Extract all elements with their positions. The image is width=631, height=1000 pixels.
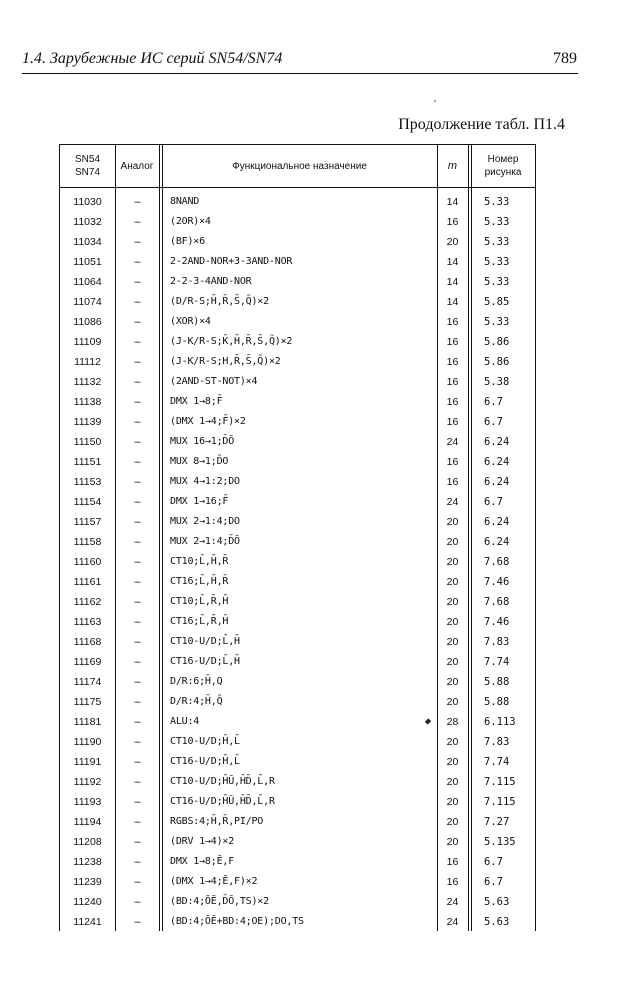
figure-cell: 7.46 [484,616,510,628]
series-code: 11158 [73,536,102,548]
series-code: 11064 [73,276,102,288]
function-cell: CT16-U/D;H̄Ū,H̄D̄,L̄,R [170,796,275,807]
analog-cell: – [134,656,141,668]
pins-cell: 16 [446,456,459,468]
function-cell: MUX 16→1;D̄Ō [170,436,235,447]
header-rule [22,73,578,74]
analog-cell: – [134,216,141,228]
header-function: Функциональное назначение [232,160,367,172]
series-code: 11194 [73,816,102,828]
analog-cell: – [134,576,141,588]
function-cell: (D/R-S;H̄,R̄,S̄,Q̃)×2 [170,296,269,307]
figure-cell: 5.33 [484,216,510,228]
function-cell: DMX 1→8;Ē,F [170,856,235,867]
table-caption: Продолжение табл. П1.4 [398,116,565,133]
pins-cell: 20 [446,776,459,788]
figure-cell: 5.135 [484,836,516,848]
header-pins: m [447,159,458,172]
series-code: 11086 [73,316,102,328]
function-cell: (2OR)×4 [170,216,211,227]
pins-cell: 20 [446,556,459,568]
function-cell: MUX 2→1:4;DO [170,516,240,527]
series-code: 11154 [73,496,102,508]
analog-cell: – [134,596,141,608]
analog-cell: – [134,916,141,928]
pins-cell: 20 [446,696,459,708]
table-row [60,732,535,752]
figure-cell: 7.27 [484,816,510,828]
figure-cell: 6.24 [484,516,510,528]
analog-cell: – [134,476,141,488]
table-row [60,352,535,372]
table-row [60,372,535,392]
figure-cell: 7.68 [484,596,510,608]
figure-cell: 5.86 [484,356,510,368]
pins-cell: 20 [446,596,459,608]
pins-cell: 16 [446,396,459,408]
analog-cell: – [134,336,141,348]
table-row [60,792,535,812]
pins-cell: 24 [446,896,459,908]
table-row [60,432,535,452]
scan-speck [434,100,436,102]
figure-cell: 5.63 [484,916,510,928]
figure-cell: 6.7 [484,396,503,408]
table-row [60,852,535,872]
analog-cell: – [134,776,141,788]
analog-cell: – [134,696,141,708]
figure-cell: 5.88 [484,676,510,688]
series-code: 11192 [73,776,102,788]
analog-cell: – [134,856,141,868]
header-divider [60,187,535,188]
function-cell: (BF)×6 [170,236,205,247]
analog-cell: – [134,376,141,388]
series-code: 11181 [73,716,102,728]
table-row [60,672,535,692]
function-cell: CT10;L̄,R̄,H̄ [170,596,229,607]
pins-cell: 16 [446,376,459,388]
function-cell: (BD:4;ŌĒ,D̄Ō,TS)×2 [170,896,269,907]
function-cell: D/R:4;H̄,Q̃ [170,696,223,707]
table-body [60,192,535,932]
function-cell: CT16-U/D;H̄,L̄ [170,756,240,767]
function-cell: DMX 1→16;F̄ [170,496,229,507]
series-code: 11168 [73,636,102,648]
function-cell: (J-K/R-S;H,R̄,S̄,Q̃)×2 [170,356,281,367]
header-series: SN54 SN74 [74,154,100,178]
figure-cell: 6.24 [484,436,510,448]
analog-cell: – [134,876,141,888]
analog-cell: – [134,396,141,408]
analog-cell: – [134,256,141,268]
analog-cell: – [134,316,141,328]
table-row [60,612,535,632]
figure-cell: 6.7 [484,876,503,888]
table-row [60,492,535,512]
pins-cell: 20 [446,816,459,828]
pins-cell: 20 [446,516,459,528]
series-code: 11160 [73,556,102,568]
figure-cell: 5.88 [484,696,510,708]
table-row [60,892,535,912]
analog-cell: – [134,496,141,508]
pins-cell: 16 [446,856,459,868]
analog-cell: – [134,816,141,828]
pins-cell: 20 [446,756,459,768]
table-row [60,872,535,892]
pins-cell: 24 [446,436,459,448]
figure-cell: 5.33 [484,236,510,248]
analog-cell: – [134,436,141,448]
page-header [22,50,577,74]
table-row [60,452,535,472]
table-row [60,232,535,252]
series-code: 11032 [73,216,102,228]
figure-cell: 6.24 [484,456,510,468]
series-code: 11138 [73,396,102,408]
figure-cell: 7.83 [484,636,510,648]
figure-cell: 6.24 [484,536,510,548]
function-cell: CT16;L̄,R̄,H̄ [170,616,229,627]
analog-cell: – [134,556,141,568]
function-cell: (J-K/R-S;K̄,H̄,R̄,S̄,Q̃)×2 [170,336,293,347]
table-row [60,312,535,332]
series-code: 11238 [73,856,102,868]
function-cell: (BD:4;ŌĒ+BD:4;OE);DO,TS [170,916,304,927]
table-row [60,712,535,732]
function-cell: CT16-U/D;L̄,H̄ [170,656,240,667]
pins-cell: 16 [446,476,459,488]
analog-cell: – [134,536,141,548]
table-row [60,272,535,292]
analog-cell: – [134,736,141,748]
running-title: 1.4. Зарубежные ИС серий SN54/SN74 [22,50,283,67]
series-code: 11241 [73,916,102,928]
pins-cell: 16 [446,416,459,428]
figure-cell: 5.33 [484,256,510,268]
series-code: 11190 [73,736,102,748]
figure-cell: 6.113 [484,716,516,728]
series-code: 11239 [73,876,102,888]
table-row [60,912,535,932]
function-cell: 2-2-3-4AND-NOR [170,276,252,287]
table-row [60,292,535,312]
analog-cell: – [134,796,141,808]
figure-cell: 5.86 [484,336,510,348]
function-cell: (DMX 1→4;Ē,F)×2 [170,876,258,887]
table-row [60,532,535,552]
function-cell: (2AND-ST-NOT)×4 [170,376,258,387]
figure-cell: 7.115 [484,776,516,788]
series-code: 11074 [73,296,102,308]
table-row [60,412,535,432]
pins-cell: 20 [446,536,459,548]
series-code: 11051 [73,256,102,268]
figure-cell: 7.115 [484,796,516,808]
series-code: 11153 [73,476,102,488]
analog-cell: – [134,236,141,248]
series-code: 11174 [73,676,102,688]
function-cell: CT10-U/D;H̄,L̄ [170,736,240,747]
series-code: 11109 [73,336,102,348]
figure-cell: 6.7 [484,496,503,508]
table-row [60,812,535,832]
function-cell: CT10;L̄,H̄,R̄ [170,556,229,567]
header-figure: Номер рисунка [484,154,522,178]
table-row [60,552,535,572]
figure-cell: 7.74 [484,756,510,768]
analog-cell: – [134,196,141,208]
analog-cell: – [134,676,141,688]
pins-cell: 20 [446,576,459,588]
table-row [60,772,535,792]
function-cell: MUX 8→1;D̃O [170,456,229,467]
function-cell: RGBS:4;H̄,R̄,PI/PO [170,816,264,827]
figure-cell: 6.24 [484,476,510,488]
pins-cell: 16 [446,216,459,228]
function-cell: DMX 1→8;F̄ [170,396,223,407]
analog-cell: – [134,836,141,848]
table-row [60,212,535,232]
table-row [60,512,535,532]
table-row [60,752,535,772]
series-code: 11132 [73,376,102,388]
figure-cell: 7.68 [484,556,510,568]
series-code: 11161 [73,576,102,588]
table-row [60,332,535,352]
analog-cell: – [134,296,141,308]
function-cell: 2-2AND-NOR+3-3AND-NOR [170,256,293,267]
pins-cell: 28 [446,716,459,728]
pins-cell: 14 [446,196,459,208]
analog-cell: – [134,896,141,908]
analog-cell: – [134,456,141,468]
series-code: 11169 [73,656,102,668]
pins-cell: 24 [446,916,459,928]
series-code: 11208 [73,836,102,848]
pins-cell: 20 [446,236,459,248]
series-code: 11139 [73,416,102,428]
figure-cell: 5.33 [484,196,510,208]
series-code: 11175 [73,696,102,708]
table-row [60,592,535,612]
function-cell: CT10-U/D;L̄,H̄ [170,636,240,647]
table-row [60,252,535,272]
function-cell: (DRV 1→4)×2 [170,836,235,847]
table-row [60,392,535,412]
series-code: 11191 [73,756,102,768]
series-code: 11157 [73,516,102,528]
pins-cell: 20 [446,736,459,748]
function-cell: CT10-U/D;H̄Ū,H̄D̄,L̄,R [170,776,275,787]
figure-cell: 6.7 [484,856,503,868]
series-code: 11163 [73,616,102,628]
analog-cell: – [134,416,141,428]
function-cell: MUX 2→1:4;D̄Ō [170,536,240,547]
series-code: 11030 [73,196,102,208]
series-code: 11112 [74,356,101,368]
series-code: 11240 [73,896,102,908]
table-row [60,832,535,852]
table-row [60,192,535,212]
data-table [59,144,536,931]
page-number: 789 [553,50,577,67]
figure-cell: 7.74 [484,656,510,668]
table-row [60,472,535,492]
pins-cell: 16 [446,876,459,888]
header-analog: Аналог [120,160,154,172]
table-row [60,572,535,592]
figure-cell: 7.46 [484,576,510,588]
analog-cell: – [134,756,141,768]
pins-cell: 14 [446,276,459,288]
analog-cell: – [134,356,141,368]
function-cell: CT16;L̄,H̄,R̄ [170,576,229,587]
series-code: 11162 [73,596,102,608]
pins-cell: 20 [446,676,459,688]
figure-cell: 6.7 [484,416,503,428]
pins-cell: 20 [446,616,459,628]
pins-cell: 20 [446,796,459,808]
series-code: 11151 [73,456,102,468]
pins-cell: 16 [446,316,459,328]
function-cell: MUX 4→1:2;DO [170,476,240,487]
pins-cell: 24 [446,496,459,508]
analog-cell: – [134,636,141,648]
pins-cell: 16 [446,356,459,368]
table-row [60,632,535,652]
analog-cell: – [134,516,141,528]
table-row [60,692,535,712]
figure-cell: 7.83 [484,736,510,748]
pins-cell: 16 [446,336,459,348]
pins-cell: 14 [446,256,459,268]
table-row [60,652,535,672]
pins-cell: 20 [446,836,459,848]
series-code: 11193 [73,796,102,808]
function-cell: (XOR)×4 [170,316,211,327]
pins-cell: 14 [446,296,459,308]
function-cell: 8NAND [170,196,200,207]
pins-cell: 20 [446,656,459,668]
figure-cell: 5.63 [484,896,510,908]
figure-cell: 5.33 [484,276,510,288]
series-code: 11034 [73,236,102,248]
function-cell: D/R:6;H̄,Q [170,676,223,687]
figure-cell: 5.33 [484,316,510,328]
function-cell: ALU:4 [170,716,200,727]
pins-cell: 20 [446,636,459,648]
analog-cell: – [134,616,141,628]
figure-cell: 5.85 [484,296,510,308]
series-code: 11150 [73,436,102,448]
analog-cell: – [134,276,141,288]
analog-cell: – [134,716,141,728]
figure-cell: 5.38 [484,376,510,388]
function-cell: (DMX 1→4;F̄)×2 [170,416,246,427]
